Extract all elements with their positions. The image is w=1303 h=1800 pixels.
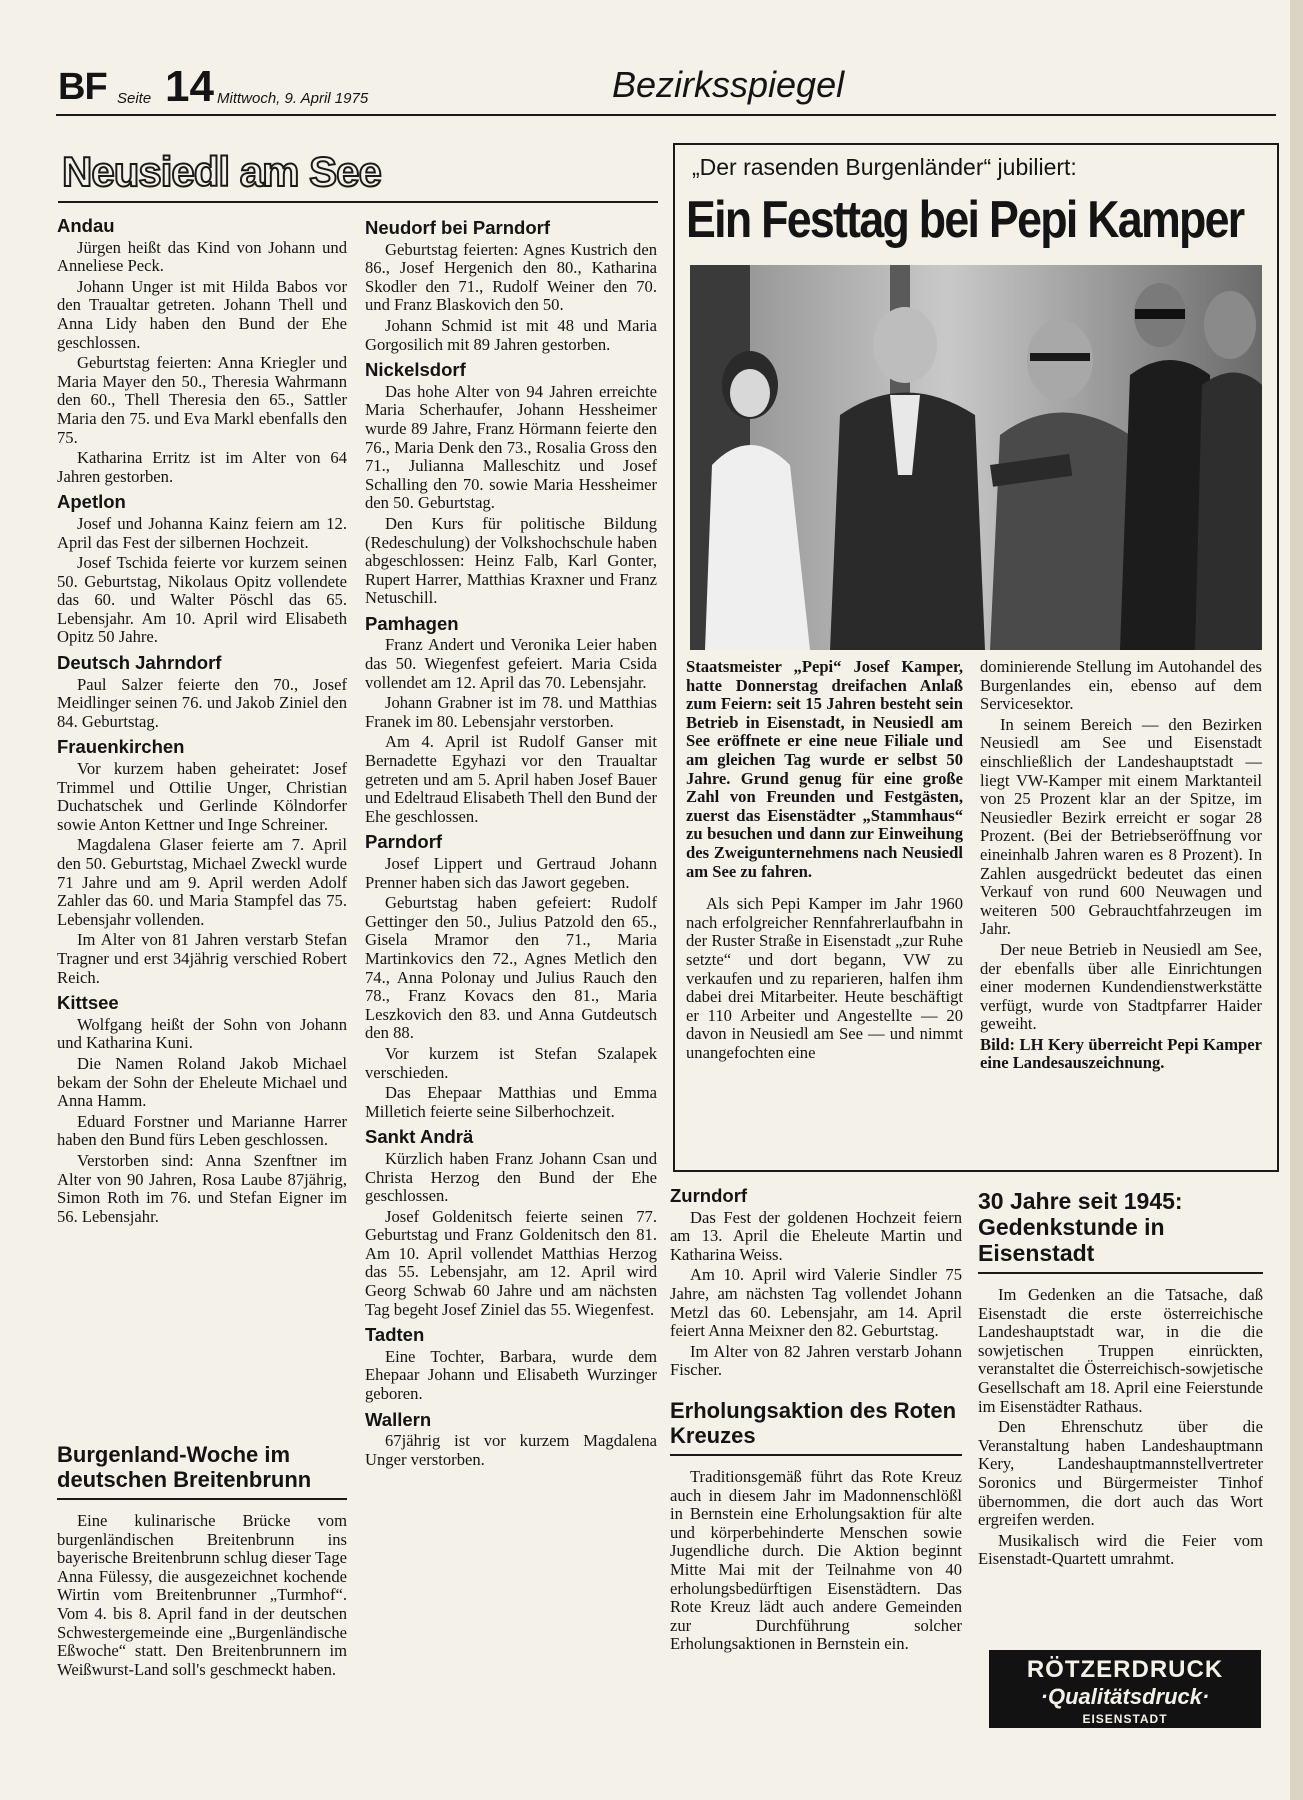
- paragraph: Franz Andert und Veronika Leier haben das 50. Wiegenfest gefeiert. Maria Csida vollendet am 12. April das 70. Lebensjahr.: [365, 635, 657, 692]
- paragraph: Vor kurzem haben geheiratet: Josef Trimmel und Ottilie Unger, Christian Duchatschek und Gerlinde Kölndorfer sowie Anton Kettner und Inge Schreiner.: [57, 759, 347, 834]
- paragraph: Die Namen Roland Jakob Michael bekam der Sohn der Eheleute Michael und Anna Hamm.: [57, 1053, 347, 1111]
- region-rule: [58, 201, 658, 203]
- paragraph: Am 10. April wird Valerie Sindler 75 Jahre, am nächsten Tag vollendet Johann Metzl das 60. Lebensjahr, am 14. April feiert Anna Meixner den 82. Geburtstag.: [670, 1265, 962, 1341]
- feature-kicker: „Der rasenden Burgenländer“ jubiliert:: [692, 154, 1077, 180]
- article-headline: 30 Jahre seit 1945: Gedenkstunde in Eisenstadt: [978, 1188, 1263, 1274]
- town-head-sankt-andrae: Sankt Andrä: [365, 1126, 474, 1148]
- column-1: [57, 210, 347, 1228]
- paragraph: Musikalisch wird die Feier vom Eisenstadt-Quartett umrahmt.: [978, 1530, 1263, 1569]
- paragraph: Johann Unger ist mit Hilda Babos vor den Traualtar getreten. Johann Thell und Anna Lidy haben den Bund der Ehe geschlossen.: [57, 276, 347, 352]
- masthead-rule: [56, 114, 1276, 116]
- town-head-wallern: Wallern: [365, 1408, 432, 1430]
- feature-column-left: [686, 658, 963, 1064]
- page-edge: [1290, 0, 1303, 1800]
- paragraph: Der neue Betrieb in Neusiedl am See, der ebenfalls über alle Einrichtungen einer modernen Kundendienstwerkstätte verfügt, wurde von Stadtpfarrer Haider geweiht.: [980, 939, 1262, 1034]
- paragraph: In seinem Bereich — den Bezirken Neusiedl am See und Eisenstadt einschließlich der Landeshauptstadt — liegt VW-Kamper mit einem Marktanteil von 25 Prozent klar an der Spitze, im Neusiedler Bezirk erreicht er sogar 28 Prozent. (Bei der Betriebseröffnung vor eineinhalb Jahren waren es 8 Prozent). In Zahlen ausgedrückt bedeutet das einen Verkauf von rund 600 Neuwagen und weiteren 500 Gebrauchtfahrzeugen im Jahr.: [980, 714, 1262, 939]
- ad-slogan: ·Qualitätsdruck·: [1040, 1684, 1210, 1709]
- feature-headline: Ein Festtag bei Pepi Kamper: [686, 191, 1244, 249]
- column-3-lower: [670, 1180, 962, 1656]
- town-head-pamhagen: Pamhagen: [365, 612, 459, 634]
- town-head-tadten: Tadten: [365, 1324, 425, 1346]
- paragraph: Josef und Johanna Kainz feiern am 12. April das Fest der silbernen Hochzeit.: [57, 513, 347, 552]
- page-label: Seite: [117, 90, 152, 107]
- paragraph: Johann Grabner ist im 78. und Matthias Franek im 80. Lebensjahr verstorben.: [365, 693, 657, 731]
- paragraph: 67jährig ist vor kurzem Magdalena Unger verstorben.: [365, 1431, 657, 1469]
- town-head-frauenkirchen: Frauenkirchen: [57, 736, 185, 758]
- town-head-neudorf: Neudorf bei Parndorf: [365, 217, 551, 238]
- ad-city: EISENSTADT: [1082, 1712, 1168, 1726]
- feature-column-right: [980, 658, 1262, 1075]
- paragraph: Josef Lippert und Gertraud Johann Prenner haben sich das Jawort gegeben.: [365, 854, 657, 892]
- paragraph: Jürgen heißt das Kind von Johann und Anneliese Peck.: [57, 237, 347, 276]
- paragraph: Traditionsgemäß führt das Rote Kreuz auch in diesem Jahr im Madonnenschlößl in Bernstein eine Erholungsaktion für alte und körperbehinderte Menschen sowie Jugendliche durch. Die Aktion beginnt Mitte Mai mit der Teilnahme von 40 erholungsbedürftigen Eisenstädtern. Das Rote Kreuz lädt auch andere Gemeinden zur Durchführung solcher Erholungsaktionen in Bernstein ein.: [670, 1466, 962, 1654]
- paragraph: Magdalena Glaser feierte am 7. April den 50. Geburtstag, Michael Zweckl wurde 71 Jahre und am 9. April werden Adolf Zahler das 60. und Maria Stampfel das 75. Lebensjahr vollenden.: [57, 835, 347, 929]
- town-head-zurndorf: Zurndorf: [670, 1185, 748, 1206]
- paragraph: Das hohe Alter von 94 Jahren erreichte Maria Scherhaufer, Johann Hessheimer wurde 89 Jahre, Franz Hörmann feierte den 76., Maria Denk den 73., Rosalia Gross den 71., Julianna Malleschitz und Josef Schalling den 70. sowie Maria Hessheimer den 50. Geburtstag.: [365, 381, 657, 513]
- paragraph: Im Gedenken an die Tatsache, daß Eisenstadt die erste österreichische Landeshauptstadt war, in die die sowjetischen Truppen einrückten, veranstaltet die Österreichisch-sowjetische Gesellschaft am 18. April eine Feierstunde im Eisenstädter Rathaus.: [978, 1285, 1263, 1416]
- paragraph: Das Fest der goldenen Hochzeit feiern am 13. April die Eheleute Martin und Katharina Weiss.: [670, 1207, 962, 1264]
- town-head-kittsee: Kittsee: [57, 992, 119, 1014]
- paragraph: Geburtstag feierten: Anna Kriegler und Maria Mayer den 50., Theresia Wahrmann den 60., Thell Theresia den 65., Sattler Maria den 75. und Eva Markl ebenfalls den 75.: [57, 353, 347, 447]
- town-head-apetlon: Apetlon: [57, 491, 126, 513]
- paragraph: Eine Tochter, Barbara, wurde dem Ehepaar Johann und Elisabeth Wurzinger geboren.: [365, 1346, 657, 1404]
- paragraph: Vor kurzem ist Stefan Szalapek verschieden.: [365, 1043, 657, 1082]
- advertisement: [989, 1650, 1261, 1728]
- paragraph: Das Ehepaar Matthias und Emma Milletich feierte seine Silberhochzeit.: [365, 1083, 657, 1121]
- paragraph: Katharina Erritz ist im Alter von 64 Jahren gestorben.: [57, 448, 347, 486]
- issue-date: Mittwoch, 9. April 1975: [217, 90, 369, 107]
- town-head-nickelsdorf: Nickelsdorf: [365, 359, 466, 381]
- column-2: [365, 212, 657, 1471]
- newspaper-logo: BF: [58, 66, 107, 108]
- paragraph: Geburtstag feierten: Agnes Kustrich den 86., Josef Hergenich den 80., Katharina Skodler den 71., Rudolf Weiner den 70. und Franz Blaskovich den 50.: [365, 239, 657, 315]
- feature-lead: Staatsmeister „Pepi“ Josef Kamper, hatte Donnerstag dreifachen Anlaß zum Feiern: seit 15 Jahren besteht sein Betrieb in Eisenstadt, in Neusiedl am See eröffnete er eine neue Filiale und am gleichen Tag wurde er selbst 50 Jahre. Grund genug für eine große Zahl von Freunden und Festgästen, zuerst das Eisenstädter „Stammhaus“ zu besuchen und dann zur Einweihung des Zweigunternehmens nach Neusiedl am See zu fahren.: [686, 657, 963, 881]
- paragraph: Johann Schmid ist mit 48 und Maria Gorgosilich mit 89 Jahren gestorben.: [365, 315, 657, 354]
- paragraph: Paul Salzer feierte den 70., Josef Meidlinger seinen 76. und Jakob Ziniel den 84. Geburtstag.: [57, 674, 347, 731]
- paragraph: Josef Goldenitsch feierte seinen 77. Geburtstag und Franz Goldenitsch den 81. Am 10. April vollendet Matthias Herzog das 55. Lebensjahr, am 12. April wird Georg Schwab 60 Jahre und am nächsten Tag begeht Josef Ziniel das 55. Wiegenfest.: [365, 1206, 657, 1319]
- page-number: 14: [165, 62, 214, 111]
- article-headline: Burgenland-Woche im deutschen Breitenbrunn: [57, 1442, 347, 1500]
- article-gedenkstunde: [978, 1188, 1263, 1571]
- photo-caption: Bild: LH Kery überreicht Pepi Kamper eine Landesauszeichnung.: [980, 1034, 1262, 1073]
- paragraph: Kürzlich haben Franz Johann Csan und Christa Herzog den Bund der Ehe geschlossen.: [365, 1148, 657, 1206]
- paragraph: Wolfgang heißt der Sohn von Johann und Katharina Kuni.: [57, 1014, 347, 1053]
- ad-brand: RÖTZERDRUCK: [1026, 1656, 1224, 1683]
- town-head-deutsch-jahrndorf: Deutsch Jahrndorf: [57, 652, 222, 674]
- paragraph: Als sich Pepi Kamper im Jahr 1960 nach erfolgreicher Rennfahrerlaufbahn in der Ruster Straße in Eisenstadt „zur Ruhe setzte“ und dort begann, VW zu verkaufen und zu reparieren, halfen ihm dabei drei Mitarbeiter. Heute beschäftigt er 110 Arbeiter und Angestellte — 20 davon in Neusiedl am See — und nimmt unangefochten eine: [686, 894, 963, 1062]
- town-head-andau: Andau: [57, 215, 115, 236]
- paragraph: Josef Tschida feierte vor kurzem seinen 50. Geburtstag, Nikolaus Opitz vollendete das 60. und Walter Pöschl das 65. Lebensjahr. Am 10. April wird Elisabeth Opitz 50 Jahre.: [57, 553, 347, 647]
- region-title: Neusiedl am See: [62, 148, 381, 195]
- article-burgenland-woche: [57, 1442, 347, 1681]
- paragraph: Den Ehrenschutz über die Veranstaltung haben Landeshauptmann Kery, Landeshauptmannstellvertreter Soronics und Bürgermeister Tinhof übernommen, die dort auch das Wort ergreifen werden.: [978, 1417, 1263, 1530]
- paragraph: Eine kulinarische Brücke vom burgenländischen Breitenbrunn ins bayerische Breitenbrunn schlug dieser Tage Anna Fülessy, die ausgezeichnet kochende Wirtin vom Breitenbrunner „Turmhof“. Vom 4. bis 8. April fand in der deutschen Schwestergemeinde eine „Burgenländische Eßwoche“ statt. Den Breitenbrunnern im Weißwurst-Land soll's geschmeckt haben.: [57, 1511, 347, 1679]
- paragraph: Am 4. April ist Rudolf Ganser mit Bernadette Egyhazi vor den Traualtar getreten und am 5. April haben Josef Bauer und Edeltraud Elisabeth Thell den Bund der Ehe geschlossen.: [365, 732, 657, 826]
- town-head-parndorf: Parndorf: [365, 831, 443, 853]
- paragraph: Im Alter von 82 Jahren verstarb Johann Fischer.: [670, 1341, 962, 1380]
- paragraph: dominierende Stellung im Autohandel des Burgenlandes ein, ebenso auf dem Servicesektor.: [980, 657, 1262, 714]
- photo-illustration: [690, 265, 1262, 650]
- paragraph: Eduard Forstner und Marianne Harrer haben den Bund fürs Leben geschlossen.: [57, 1111, 347, 1150]
- paragraph: Geburtstag haben gefeiert: Rudolf Gettinger den 50., Julius Patzold den 65., Gisela Mramor den 71., Maria Martinkovics den 72., Agnes Metlich den 74., Anna Polonay und Julius Rauch den 78., Franz Kovacs den 81., Maria Leszkovich den 83. und Anna Gutdeutsch den 88.: [365, 893, 657, 1043]
- paragraph: Verstorben sind: Anna Szenftner im Alter von 90 Jahren, Rosa Laube 87jährig, Simon Roth im 76. und Stefan Eigner im 56. Lebensjahr.: [57, 1150, 347, 1226]
- paragraph: Im Alter von 81 Jahren verstarb Stefan Tragner und erst 34jährig verschied Robert Reich.: [57, 930, 347, 987]
- paragraph: Den Kurs für politische Bildung (Redeschulung) der Volkshochschule haben abgeschlossen: Heinz Falb, Karl Gonter, Rupert Harrer, Matthias Kraxner und Franz Netuschill.: [365, 513, 657, 608]
- article-headline: Erholungsaktion des Roten Kreuzes: [670, 1398, 962, 1456]
- feature-photo: [690, 265, 1262, 650]
- section-title: Bezirksspiegel: [612, 64, 845, 105]
